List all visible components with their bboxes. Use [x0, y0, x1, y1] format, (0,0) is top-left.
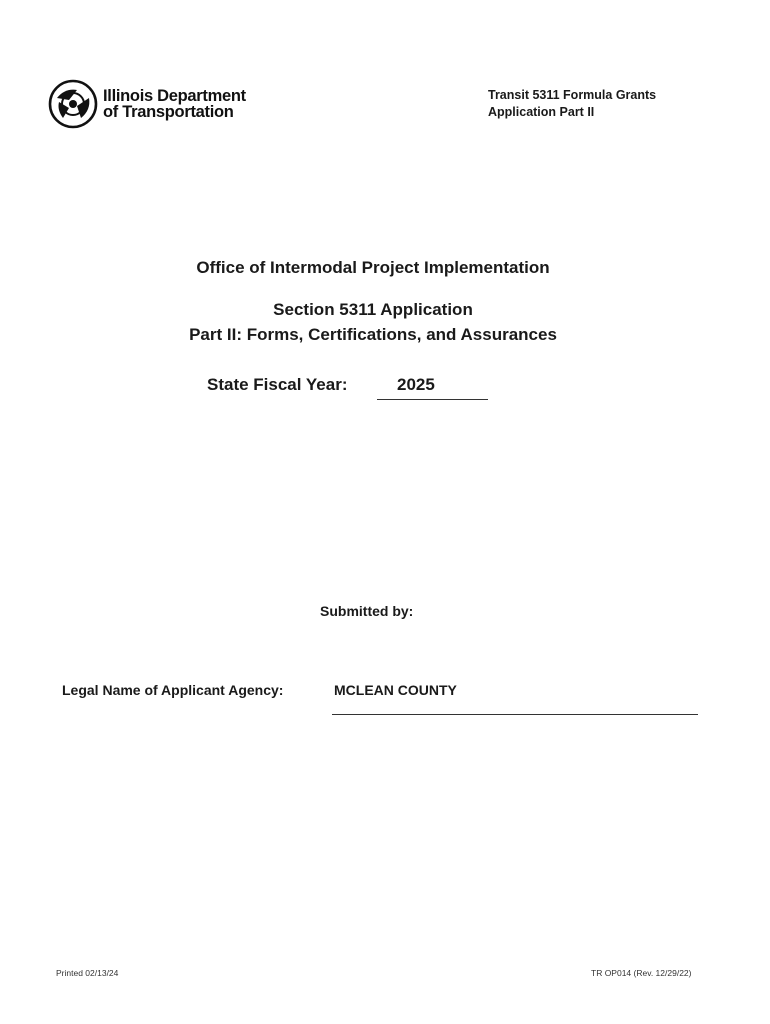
- logo-line-2: of Transportation: [103, 103, 234, 121]
- applicant-agency-underline: [332, 714, 698, 715]
- logo-line-1: Illinois Department: [103, 87, 246, 105]
- printed-date: Printed 02/13/24: [56, 968, 119, 978]
- logo-wordmark: [103, 88, 246, 120]
- header-line-1: Transit 5311 Formula Grants: [488, 88, 657, 102]
- section-title-line-1: Section 5311 Application: [273, 300, 473, 319]
- section-title-line-2: Part II: Forms, Certifications, and Assurances: [189, 325, 557, 344]
- applicant-agency-label: Legal Name of Applicant Agency:: [62, 682, 284, 698]
- fiscal-year-label: State Fiscal Year:: [207, 375, 348, 394]
- idot-logo-icon: [47, 78, 99, 130]
- fiscal-year-underline: [377, 399, 488, 400]
- applicant-agency-value: MCLEAN COUNTY: [334, 682, 457, 698]
- idot-logo: [47, 78, 246, 130]
- form-header: [488, 87, 656, 121]
- submitted-by-label: Submitted by:: [320, 603, 414, 619]
- office-title: Office of Intermodal Project Implementation: [196, 258, 550, 277]
- header-line-2: Application Part II: [488, 105, 595, 119]
- fiscal-year-value: 2025: [397, 375, 435, 394]
- form-id: TR OP014 (Rev. 12/29/22): [591, 968, 692, 978]
- section-title: [0, 297, 758, 347]
